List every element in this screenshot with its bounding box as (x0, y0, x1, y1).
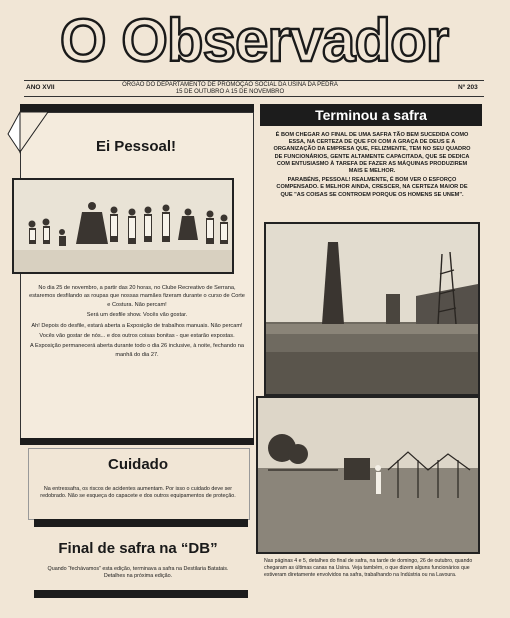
terminou-body (270, 132, 474, 201)
ei-pessoal-top-bar (20, 104, 254, 112)
final-safra-top-bar (34, 519, 248, 527)
ei-pessoal-box (20, 112, 254, 440)
masthead (24, 6, 484, 86)
ei-pessoal-paragraph-3: Ah! Depois do desfile, estará aberta a Exposição de trabalhos manuais. Não percam! (31, 322, 243, 329)
department-line: ÓRGÃO DO DEPARTAMENTO DE PROMOÇÃO SOCIAL DA USINA DA PEDRA (122, 82, 338, 88)
children-group-image (14, 180, 232, 272)
newspaper-title: O Observador (59, 7, 449, 74)
terminou-paragraph-2: PARABÉNS, PESSOAL! REALMENTE, É BOM VER O ESFORÇO COMPENSADO. E MELHOR AINDA, CRESCER, NA CERTEZA MAIOR DE QUE "AS COISAS SE CONTROEM PORQUE OS HOMENS SE UNEM". (276, 177, 468, 198)
issue-year: ANO XVII (26, 84, 55, 91)
ei-pessoal-paragraph-1: No dia 25 de novembro, a partir das 20 horas, no Clube Recreativo de Serrana, estaremos desfilando as roupas que nossas mamães fizeram durante o curso de Corte e Costura. Não percam! (29, 285, 245, 308)
cuidado-text: Na entressafra, os riscos de acidentes aumentam. Por isso o cuidado deve ser redobrado. Não se esqueça do capacete e dos outros equipamentos de proteção. (40, 486, 236, 500)
cane-yard-image (258, 398, 478, 552)
fashion-show-photo (12, 178, 234, 274)
ei-pessoal-headline: Ei Pessoal! (95, 138, 177, 155)
masthead-rule-top (24, 80, 484, 81)
photo-caption: Nas páginas 4 e 5, detalhes do final de safra, na tarde de domingo, 26 de outubro, quando chegaram as últimas canas na Usina. Veja também, o que dizem alguns funcionários que estiveram diretamente envolvidos na safra, trabalhando na Indústria ou na Lavoura. (264, 558, 473, 578)
ei-pessoal-paragraph-4: Vocês vão gostar de nós... e dos outros coisas bonitas - que estarão expostas. (39, 333, 235, 340)
factory-chimney-photo (264, 222, 480, 396)
ei-pessoal-body (28, 284, 246, 361)
factory-chimney-image (266, 224, 478, 394)
final-safra-bottom-bar (34, 590, 248, 598)
final-safra-text: Quando “fechávamos” esta edição, terminava a safra na Destilaria Batatais. Detalhes na próxima edição. (47, 566, 229, 580)
terminou-headline: Terminou a safra (315, 107, 427, 123)
terminou-paragraph-1: É BOM CHEGAR AO FINAL DE UMA SAFRA TÃO BEM SUCEDIDA COMO ESSA, NA CERTEZA DE QUE FOI COM A GRAÇA DE DEUS E A ORGANIZAÇÃO DA EMPRESA QUE, FELIZMENTE, TEM NO SEU QUADRO DE FUNCIONÁRIOS, GENTE ALTAMENTE CAPACITADA, QUE SE DEDICA COM ENTUSIASMO À TAREFA DE FAZER AS MÁQUINAS PRODUZIREM MAIS E MELHOR. (273, 132, 471, 175)
ei-pessoal-bottom-bar (20, 438, 254, 445)
issue-dates: 15 DE OUTUBRO A 15 DE NOVEMBRO (175, 89, 285, 95)
final-safra-headline: Final de safra na “DB” (58, 540, 218, 557)
cane-yard-photo (256, 396, 480, 554)
ei-pessoal-paragraph-5: A Exposição permanecerá aberta durante todo o dia 26 inclusive, à noite, fechando na manhã do dia 27. (30, 343, 244, 358)
ei-pessoal-paragraph-2: Será um desfile show. Vocês vão gostar. (86, 312, 188, 319)
issue-number: Nº 203 (458, 84, 478, 91)
cuidado-headline: Cuidado (108, 456, 168, 473)
masthead-rule-bottom (24, 96, 484, 97)
